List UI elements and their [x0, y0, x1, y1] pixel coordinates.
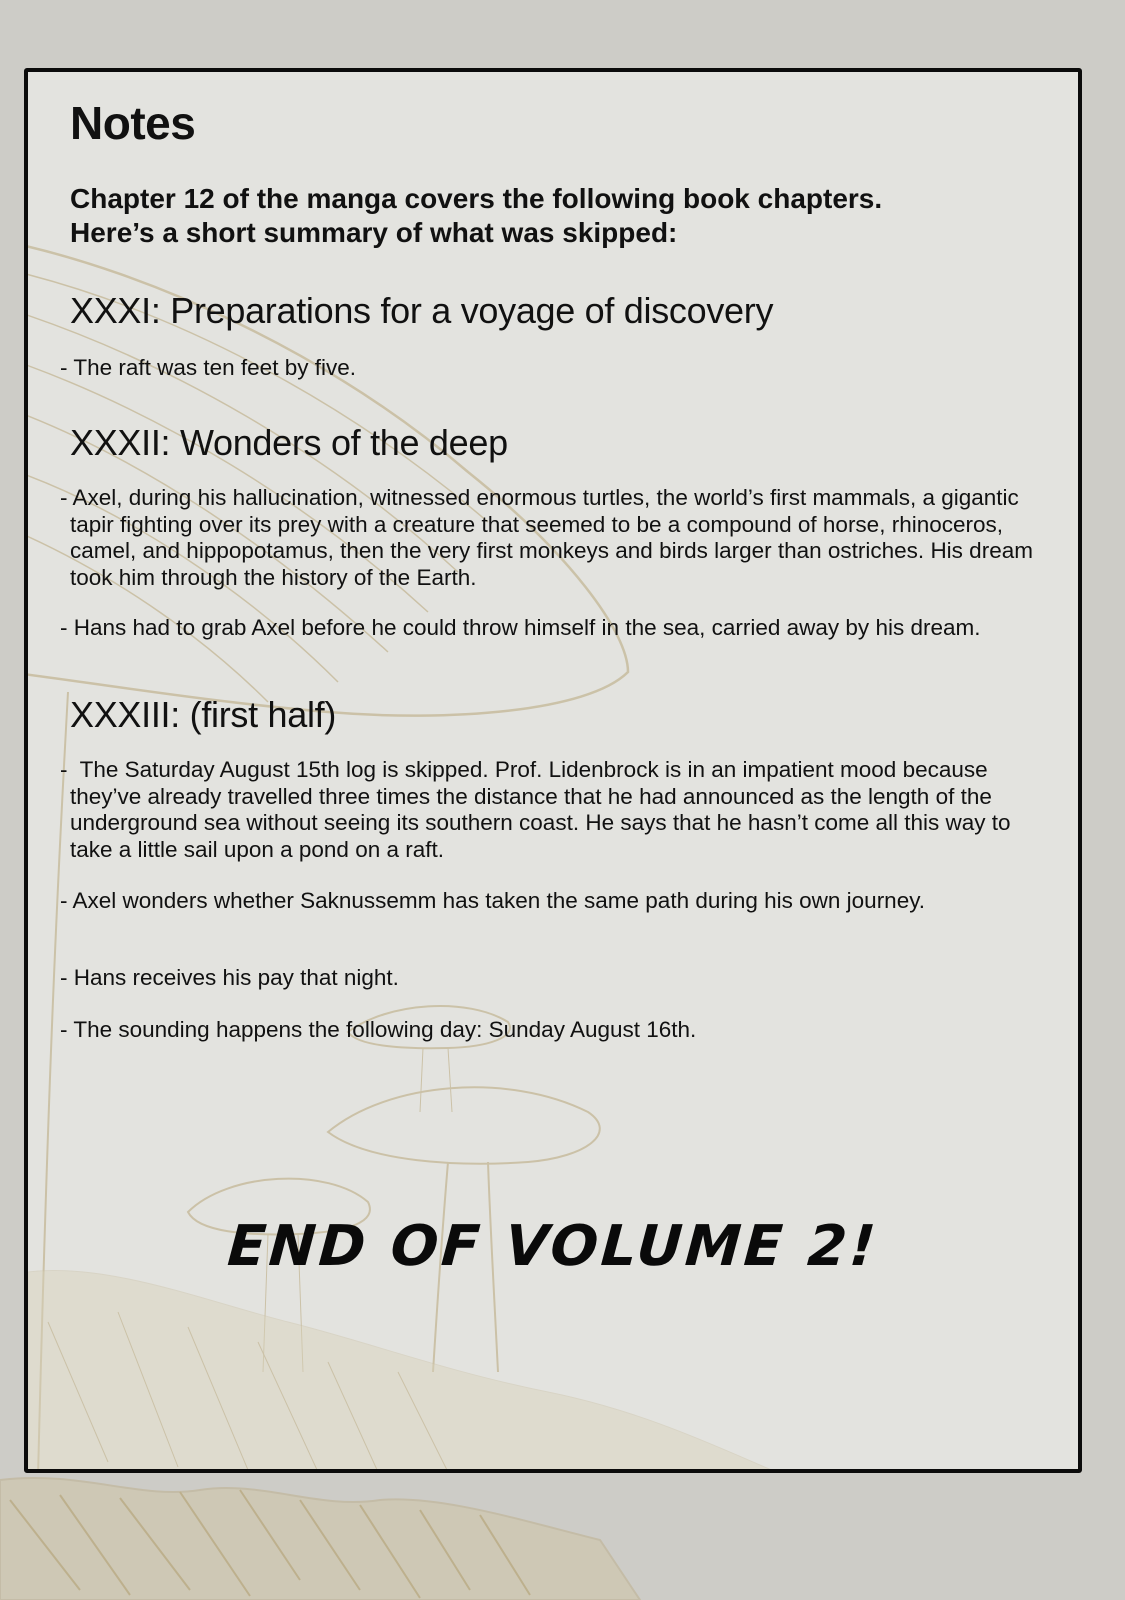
section-xxxiii-paragraph: - Hans receives his pay that night.	[60, 965, 399, 990]
end-of-volume-banner: END OF VOLUME 2!	[225, 1214, 881, 1279]
section-xxxii-paragraph: - Hans had to grab Axel before he could throw himself in the sea, carried away by his dream.	[60, 615, 981, 640]
section-xxxiii-paragraph: - The Saturday August 15th log is skipped. Prof. Lidenbrock is in an impatient mood because they’ve already travelled three times the distance that he had announced as the length of the underground sea without seeing its southern coast. He says that he hasn’t come all this way to take a little sail upon a pond on a raft.	[60, 757, 1017, 862]
intro-line-2: Here’s a short summary of what was skipped:	[70, 217, 678, 248]
section-xxxiii-paragraph: - Axel wonders whether Saknussemm has taken the same path during his own journey.	[60, 888, 926, 913]
section-heading-xxxii: XXXII: Wonders of the deep	[70, 422, 508, 463]
section-heading-xxxiii: XXXIII: (first half)	[70, 694, 337, 735]
intro-line-1: Chapter 12 of the manga covers the following book chapters.	[70, 183, 883, 214]
section-heading-xxxi: XXXI: Preparations for a voyage of discovery	[70, 290, 774, 331]
notes-content	[28, 72, 1078, 1469]
section-xxxi-paragraph: - The raft was ten feet by five.	[60, 355, 356, 380]
notes-panel	[24, 68, 1082, 1473]
section-xxxiii-paragraph: - The sounding happens the following day: Sunday August 16th.	[60, 1017, 697, 1042]
section-xxxii-paragraph: - Axel, during his hallucination, witnessed enormous turtles, the world’s first mammals, a gigantic tapir fighting over its prey with a creature that seemed to be a compound of horse, rhinoceros, camel, and hippopotamus, then the very first monkeys and birds larger than ostriches. His dream took him through the history of the Earth.	[60, 485, 1040, 590]
intro-text	[70, 182, 1030, 250]
page-title: Notes	[70, 97, 196, 149]
